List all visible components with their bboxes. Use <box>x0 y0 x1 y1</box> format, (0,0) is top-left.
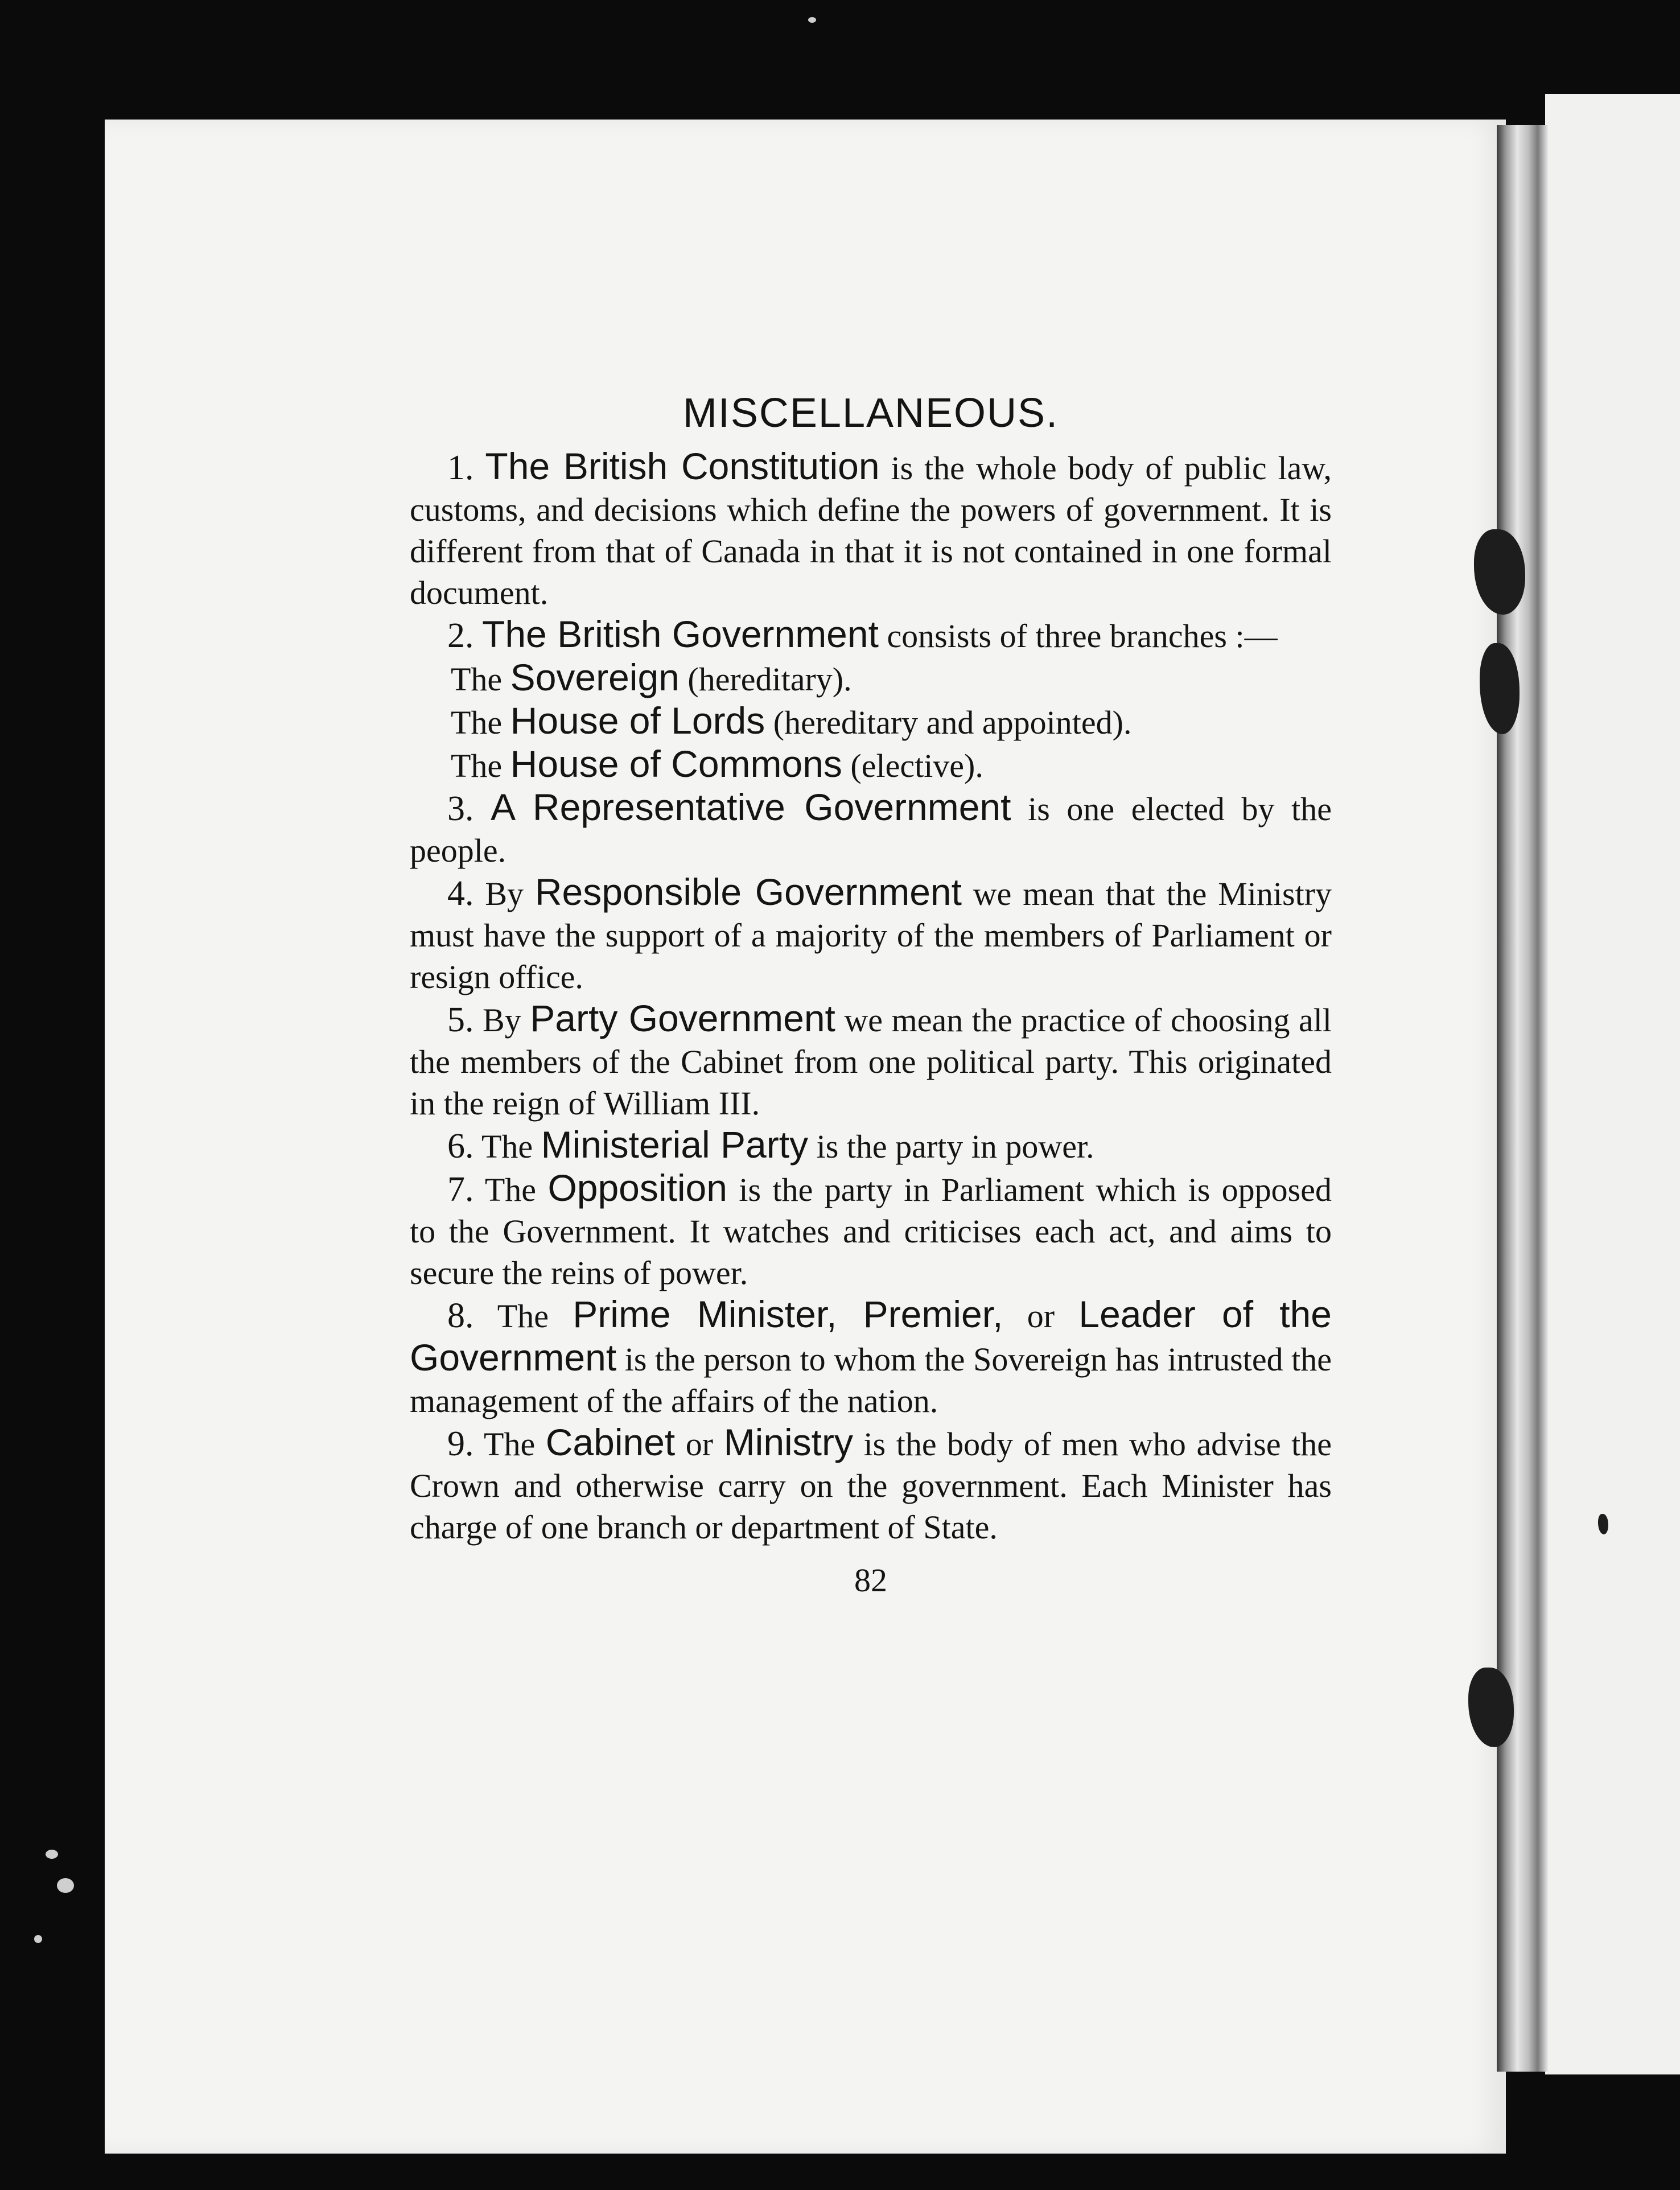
definition-list <box>410 446 1332 1548</box>
scan-speck <box>808 17 816 23</box>
branch-term: House of Lords <box>510 699 765 742</box>
definition-text: is the whole body of public law, customs, and decisions which define the powers of government. It is different from that of Canada in that it is not contained in one formal document. <box>410 450 1332 611</box>
item-lead: The <box>484 1171 548 1208</box>
item-number: 3. <box>447 789 474 828</box>
book-gutter <box>1497 125 1548 2072</box>
defined-term: Responsible Government <box>534 871 962 913</box>
definition-item-1 <box>410 446 1332 614</box>
page-title: MISCELLANEOUS. <box>682 390 1059 436</box>
definition-item-8 <box>410 1294 1332 1422</box>
definition-text: is the party in Parliament which is opposed to the Government. It watches and criticises each act, and aims to secure the reins of power. <box>410 1171 1332 1291</box>
item-number: 7. <box>447 1170 474 1209</box>
defined-term: Opposition <box>547 1167 727 1209</box>
binding-damage-mark <box>1598 1514 1608 1534</box>
page-content <box>410 390 1332 1601</box>
defined-term: The British Constitution <box>485 445 880 487</box>
definition-text: we mean that the Ministry must have the support of a majority of the members of Parliament or resign office. <box>410 875 1332 995</box>
defined-term: Leader of the Government <box>410 1293 1332 1378</box>
definition-text: we mean the practice of choosing all the members of the Cabinet from one political party. This originated in the reign of William III. <box>410 1002 1332 1122</box>
defined-term: Ministry <box>723 1421 853 1463</box>
item-number: 9. <box>447 1425 474 1463</box>
branch-note: (hereditary and appointed). <box>765 704 1132 741</box>
definition-item-4 <box>410 871 1332 998</box>
definition-item-9 <box>410 1422 1332 1548</box>
item-number: 8. <box>447 1296 474 1335</box>
definition-text: is the person to whom the Sovereign has intrusted the management of the affairs of the nation. <box>410 1341 1332 1419</box>
definition-item-6 <box>410 1124 1332 1167</box>
branch-note: (elective). <box>842 747 983 784</box>
defined-term: Cabinet <box>545 1421 676 1463</box>
definition-text: is the body of men who advise the Crown and otherwise carry on the government. Each Minister has charge of one branch or department of State. <box>410 1426 1332 1546</box>
item-number: 6. <box>447 1127 474 1166</box>
scan-speck <box>34 1935 42 1943</box>
item-lead: The <box>481 1128 541 1165</box>
definition-item-3 <box>410 787 1332 871</box>
defined-term: Prime Minister, Premier, <box>573 1293 1003 1335</box>
branch-term: House of Commons <box>510 743 842 785</box>
scan-speck <box>57 1878 74 1893</box>
defined-term: A Representative Government <box>491 786 1011 828</box>
item-lead: By <box>485 875 535 912</box>
item-number: 1. <box>447 448 474 487</box>
adjacent-page-edge <box>1545 94 1680 2074</box>
branch-note: (hereditary). <box>679 661 852 698</box>
item-number: 5. <box>447 1001 474 1039</box>
item-lead: The <box>484 1426 546 1463</box>
definition-item-7 <box>410 1167 1332 1294</box>
item-number: 2. <box>447 616 474 655</box>
term-connector: or <box>675 1426 724 1463</box>
item-lead: The <box>497 1298 573 1335</box>
scan-speck <box>46 1850 58 1859</box>
branch-lead: The <box>451 661 510 698</box>
defined-term: The British Government <box>482 613 879 655</box>
item-lead: By <box>483 1002 530 1039</box>
definition-text: consists of three branches :— <box>878 618 1278 654</box>
definition-item-5 <box>410 998 1332 1124</box>
item-number: 4. <box>447 874 474 913</box>
definition-text: is the party in power. <box>808 1128 1094 1165</box>
definition-text: is one elected by the people. <box>410 791 1332 869</box>
page-number: 82 <box>854 1562 887 1599</box>
branch-sovereign <box>451 657 1332 700</box>
branch-lead: The <box>451 747 510 784</box>
definition-item-2 <box>410 614 1332 657</box>
branch-term: Sovereign <box>510 656 680 698</box>
branch-house-of-commons <box>451 743 1332 787</box>
defined-term: Party Government <box>530 997 835 1039</box>
defined-term: Ministerial Party <box>541 1123 809 1166</box>
term-connector: or <box>1003 1298 1079 1335</box>
branch-house-of-lords <box>451 700 1332 743</box>
branch-lead: The <box>451 704 510 741</box>
